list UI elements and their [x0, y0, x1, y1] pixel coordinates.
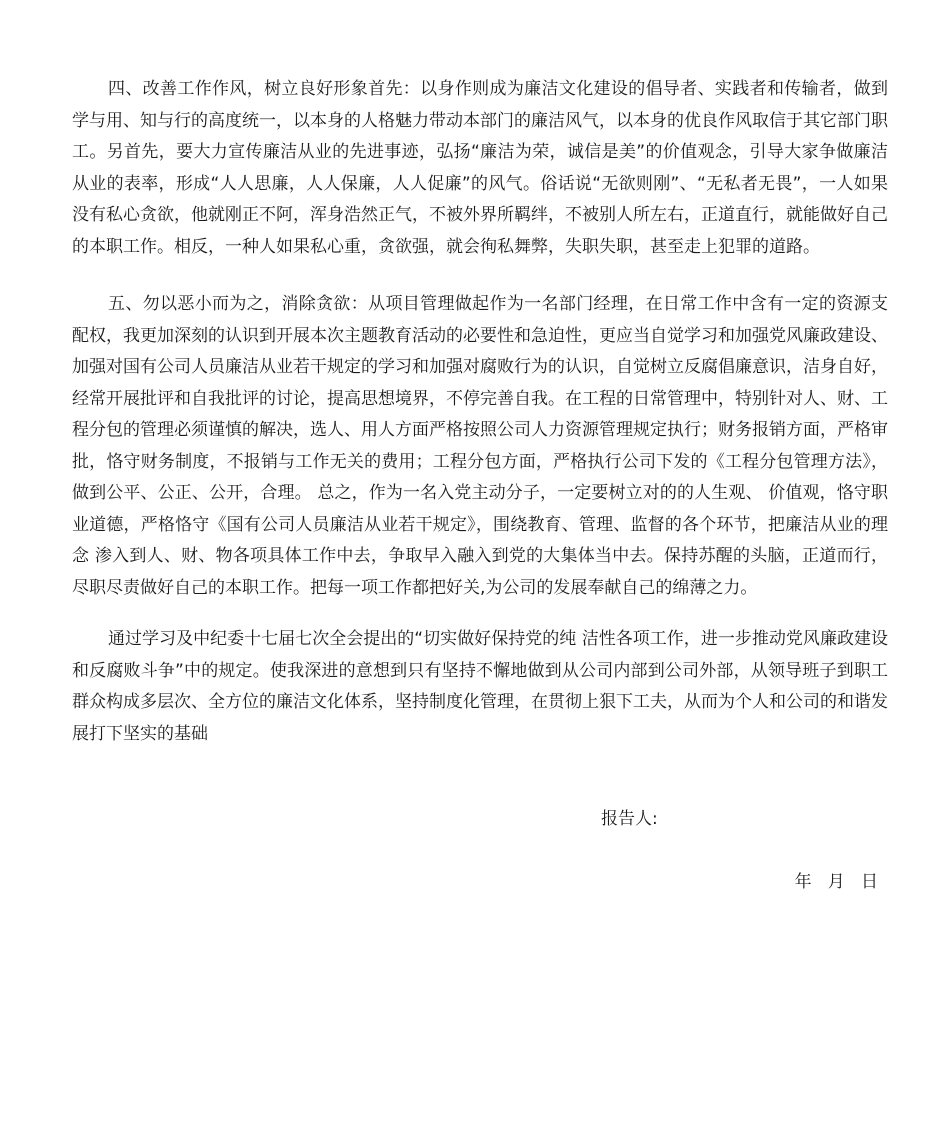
reporter-signature-label: 报告人: [601, 809, 658, 829]
paragraph-section-five: 五、勿以恶小而为之，消除贪欲：从项目管理做起作为一名部门经理，在日常工作中含有一定的资源支配权，我更加深刻的认识到开展本次主题教育活动的必要性和急迫性，更应当自觉学习和加强党风廉政建设、加强对国有公司人员廉洁从业若干规定的学习和加强对腐败行为的认识，自觉树立反腐倡廉意识，洁身自好，经常开展批评和自我批评的讨论，提高思想境界，不停完善自我。在工程的日常管理中，特别针对人、财、工程分包的管理必须谨慎的解决，选人、用人方面严格按照公司人力资源管理规定执行；财务报销方面，严格审批，恪守财务制度，不报销与工作无关的费用；工程分包方面，严格执行公司下发的《工程分包管理方法》，做到公平、公正、公开，合理。 总之，作为一名入党主动分子，一定要树立对的的人生观、 价值观，恪守职业道德，严格恪守《国有公司人员廉洁从业若干规定》，围绕教育、管理、监督的各个环节，把廉洁从业的理念 渗入到人、财、物各项具体工作中去，争取早入融入到党的大集体当中去。保持苏醒的头脑，正道而行，尽职尽责做好自己的本职工作。把每一项工作都把好关,为公司的发展奉献自己的绵薄之力。 [72, 294, 888, 598]
paragraph-conclusion: 通过学习及中纪委十七届七次全会提出的“切实做好保持党的纯 洁性各项工作，进一步推动党风廉政建设和反腐败斗争”中的规定。使我深进的意想到只有坚持不懈地做到从公司内部到公司外部，从领导班子到职工群众构成多层次、全方位的廉洁文化体系，坚持制度化管理，在贯彻上狠下工夫，从而为个人和公司的和谐发展打下坚实的基础 [72, 629, 888, 744]
paragraph-section-four: 四、改善工作作风，树立良好形象首先：以身作则成为廉洁文化建设的倡导者、实践者和传输者，做到学与用、知与行的高度统一，以本身的人格魅力带动本部门的廉洁风气，以本身的优良作风取信于其它部门职工。另首先，要大力宣传廉洁从业的先进事迹，弘扬“廉洁为荣，诚信是美”的价值观念，引导大家争做廉洁从业的表率，形成“人人思廉，人人保廉，人人促廉”的风气。俗话说“无欲则刚”、“无私者无畏”，一人如果没有私心贪欲，他就刚正不阿，浑身浩然正气，不被外界所羁绊，不被别人所左右，正道直行，就能做好自己的本职工作。相反，一种人如果私心重，贪欲强，就会徇私舞弊，失职失职，甚至走上犯罪的道路。 [72, 79, 888, 257]
date-line: 年 月 日 [794, 872, 878, 892]
